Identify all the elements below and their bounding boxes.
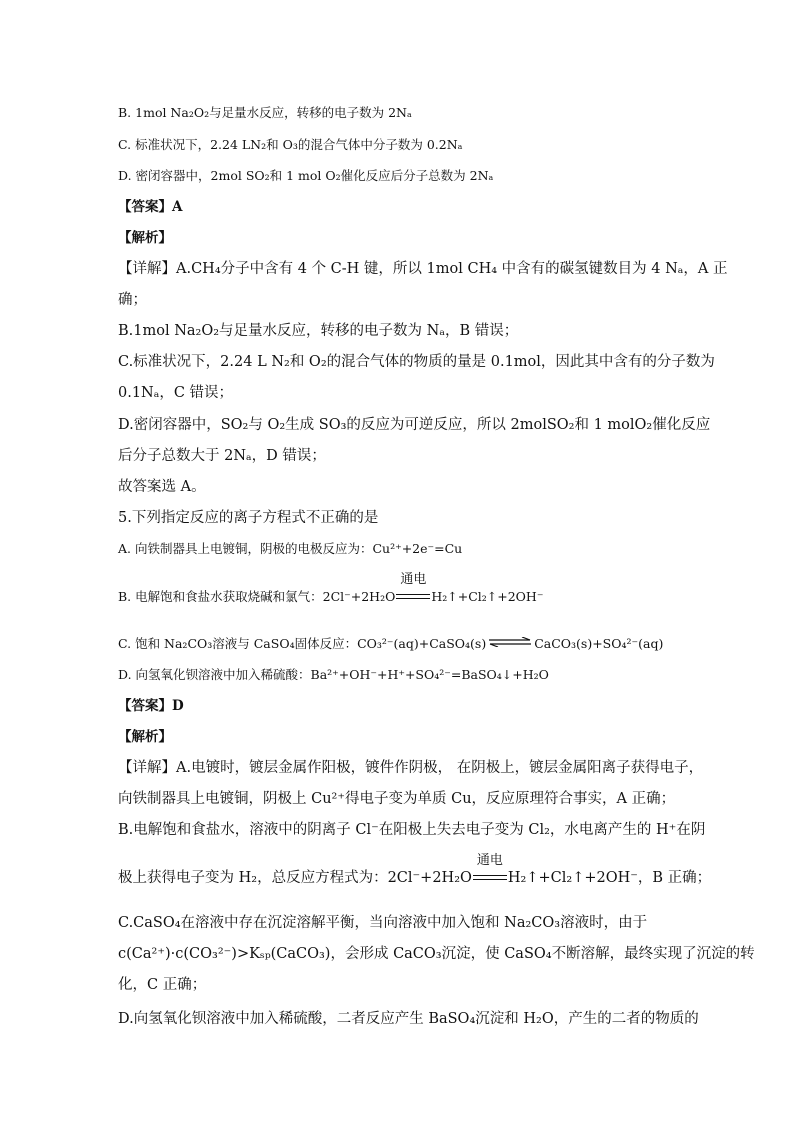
analysis-label: 【解析】 [118, 230, 172, 246]
detail2-b: B.电解饱和食盐水，溶液中的阴离子 Cl⁻在阳极上失去电子变为 Cl₂，水电离产生的 H⁺在阴 [118, 822, 706, 838]
detail2-c: C.CaSO₄在溶液中存在沉淀溶解平衡，当向溶液中加入饱和 Na₂CO₃溶液时，由于 [118, 915, 648, 931]
answer-label-2: 【答案】D [118, 698, 184, 714]
detail-c: C.标准状况下，2.24 L N₂和 O₂的混合气体的物质的量是 0.1mol，因此其中含有的分子数为 [118, 354, 715, 370]
detail2-c-cont: c(Ca²⁺)·c(CO₃²⁻)>Kₛₚ(CaCO₃)，会形成 CaCO₃沉淀，使 CaSO₄不断溶解，最终实现了沉淀的转 [118, 946, 755, 962]
detail2-b-products: H₂↑+Cl₂↑+2OH⁻，B 正确； [507, 870, 712, 886]
q5-option-c [118, 635, 663, 653]
detail-a-cont: 确； [118, 292, 147, 308]
detail2-a-cont: 向铁制器具上电镀铜，阴极上 Cu²⁺得电子变为单质 Cu，反应原理符合事实，A 正确； [118, 791, 676, 807]
q5-option-a: A. 向铁制器具上电镀铜，阴极的电极反应为：Cu²⁺+2e⁻=Cu [118, 541, 463, 556]
detail-d-cont: 后分子总数大于 2Nₐ，D 错误； [118, 448, 326, 464]
q5-option-d: D. 向氢氧化钡溶液中加入稀硫酸：Ba²⁺+OH⁻+H⁺+SO₄²⁻=BaSO₄↓+H₂O [118, 667, 549, 682]
q5-option-b [118, 572, 544, 606]
option-c: C. 标准状况下，2.24 LN₂和 O₃的混合气体中分子数为 0.2Nₐ [118, 137, 463, 152]
answer-label: 【答案】A [118, 199, 183, 215]
analysis-label-2: 【解析】 [118, 729, 172, 745]
detail2-c-end: 化，C 正确； [118, 977, 207, 993]
conclusion: 故答案选 A。 [118, 479, 206, 495]
electrolysis-condition: 通电 [400, 572, 427, 587]
electrolysis-arrow-2 [473, 853, 507, 884]
option-b: B. 1mol Na₂O₂与足量水反应，转移的电子数为 2Nₐ [118, 105, 412, 120]
detail2-b-text: 极上获得电子变为 H₂，总反应方程式为：2Cl⁻+2H₂O [118, 870, 472, 886]
electrolysis-arrow [396, 572, 430, 603]
q5-option-c-reactants: C. 饱和 Na₂CO₃溶液与 CaSO₄固体反应：CO₃²⁻(aq)+CaSO₄(s) [118, 636, 487, 651]
equilibrium-arrow [488, 637, 532, 647]
detail-a: 【详解】A.CH₄分子中含有 4 个 C-H 键，所以 1mol CH₄ 中含有的碳氢键数目为 4 Nₐ，A 正 [118, 261, 728, 277]
q5-option-b-reactants: B. 电解饱和食盐水获取烧碱和氯气：2Cl⁻+2H₂O [118, 589, 396, 604]
detail2-d: D.向氢氧化钡溶液中加入稀硫酸，二者反应产生 BaSO₄沉淀和 H₂O，产生的二者的物质的 [118, 1011, 699, 1027]
detail2-b-cont [118, 853, 712, 887]
electrolysis-condition-2: 通电 [476, 853, 503, 868]
option-d: D. 密闭容器中，2mol SO₂和 1 mol O₂催化反应后分子总数为 2Nₐ [118, 168, 494, 183]
q5-option-b-products: H₂↑+Cl₂↑+2OH⁻ [431, 589, 544, 604]
detail-c-cont: 0.1Nₐ，C 错误； [118, 385, 234, 401]
q5-option-c-products: CaCO₃(s)+SO₄²⁻(aq) [534, 636, 664, 651]
detail-b: B.1mol Na₂O₂与足量水反应，转移的电子数为 Nₐ，B 错误； [118, 323, 519, 339]
detail-d: D.密闭容器中，SO₂与 O₂生成 SO₃的反应为可逆反应，所以 2molSO₂和 1 molO₂催化反应 [118, 417, 711, 433]
detail2-a: 【详解】A.电镀时，镀层金属作阳极，镀件作阴极， 在阴极上，镀层金属阳离子获得电子， [118, 760, 704, 776]
question-5: 5.下列指定反应的离子方程式不正确的是 [118, 510, 379, 526]
